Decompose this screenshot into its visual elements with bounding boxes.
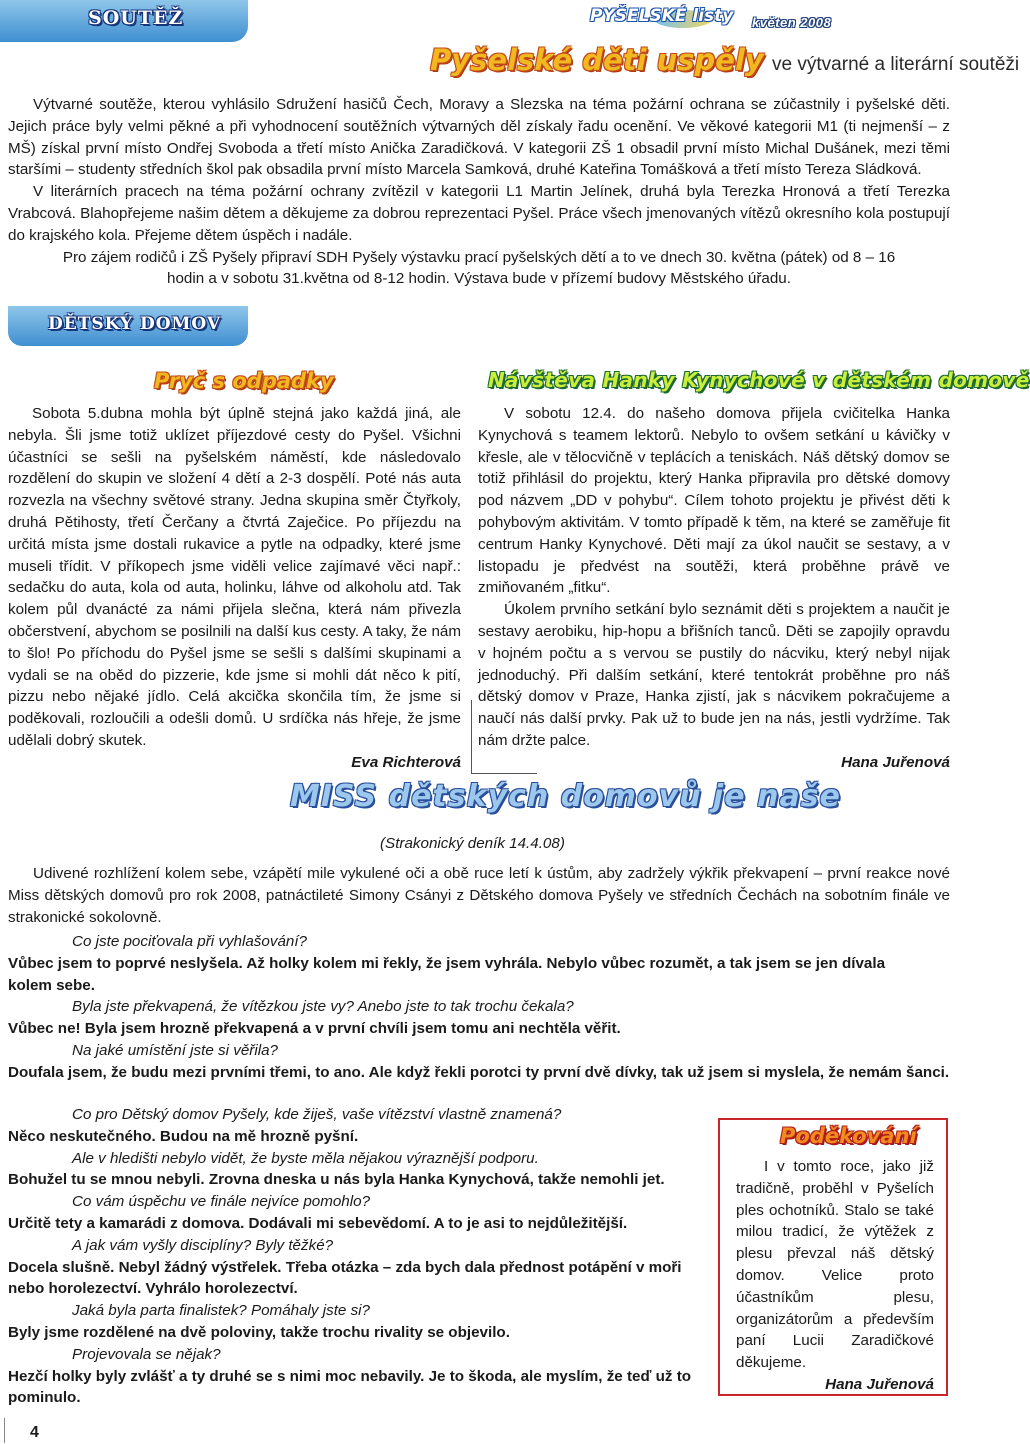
- thanks-content: [736, 1156, 934, 1396]
- competition-paragraph: Pro zájem rodičů i ZŠ Pyšely připraví SDH Pyšely výstavku prací pyšelských dětí a to ve dnech 30. května (pátek) od 8 – 16 hodin a v sobotu 31.května od 8-12 hodin. Výstava bude v přízemí budovy Městského úřadu.: [62, 248, 896, 288]
- thanks-author: Hana Juřenová: [825, 1375, 934, 1393]
- interview-question: Byla jste překvapená, že vítězkou jste vy? Anebo jste to tak trochu čekala?: [72, 998, 574, 1016]
- right-article-paragraph: Úkolem prvního setkání bylo seznámit děti s projektem a naučit je sestavy aerobiku, hip-hopu a břišních tanců. Děti se zapojily opravdu v hojném počtu a s vervou se pustily do nácviku, který nebyl nijak jednoduchý. Při dalším setkání, které tentokrát proběhne pro náš dětský domov v Praze, Hanka zjistí, jak s nácvikem pokračujeme a naučí nás další prvky. Pak už to bude jen na nás, jestli vydržíme. Tak nám držte palce.: [478, 601, 950, 749]
- interview-answer: Docela slušně. Nebyl žádný výstřelek. Třeba otázka – zda bych dala přednost potápění v moři nebo horolezectví. Vyhrálo horolezectví.: [8, 1258, 682, 1298]
- interview-answer: Určitě tety a kamarádi z domova. Dodávali mi sebevědomí. A to je asi to nejdůležitější.: [8, 1214, 628, 1232]
- interview-question: Projevovala se nějak?: [72, 1345, 221, 1363]
- column-divider: [471, 700, 472, 774]
- right-article-author: Hana Juřenová: [841, 753, 950, 771]
- miss-article-source: (Strakonický deník 14.4.08): [380, 835, 565, 852]
- right-article: [478, 403, 950, 774]
- section-badge: [0, 0, 248, 42]
- page-number-rule: [4, 1418, 5, 1443]
- interview-question: Co jste pociťovala při vyhlašování?: [72, 933, 307, 950]
- thanks-box: [718, 1118, 948, 1396]
- interview-question: Na jaké umístění jste si věřila?: [72, 1041, 278, 1059]
- right-article-title: Návštěva Hanky Kynychové v dětském domově: [488, 368, 1030, 392]
- miss-article-title: MISS dětských domovů je naše: [290, 779, 841, 814]
- home-section-label: DĚTSKÝ DOMOV: [48, 314, 222, 334]
- interview-answer: Hezčí holky byly zvlášť a ty druhé se s nimi moc nebavily. Je to škoda, ale myslím, že teď už to pominulo.: [8, 1367, 692, 1407]
- logo-text: PYŠELSKÉ listy: [590, 6, 734, 26]
- miss-article-intro: Udivené rozhlížení kolem sebe, vzápětí mile vykulené oči a obě ruce letí k ústům, aby zadržely výkřik překvapení – první reakce nové Miss dětských domovů pro rok 2008, patnáctileté Simony Csányi z Dětského domova Pyšely ve středních Čechách na sobotním finále ve strakonické sokolovně.: [8, 865, 950, 926]
- left-article-title: Pryč s odpadky: [154, 369, 334, 393]
- masthead-logo: [590, 6, 734, 32]
- interview-question: A jak vám vyšly disciplíny? Byly těžké?: [72, 1236, 334, 1254]
- headline-sub: ve výtvarné a literární soutěži: [772, 54, 1020, 75]
- left-article: [8, 403, 461, 774]
- home-section-badge: [8, 306, 248, 346]
- page-number: 4: [30, 1424, 39, 1441]
- competition-paragraph: V literárních pracech na téma požární ochrany zvítězil v kategorii L1 Martin Jelínek, druhá byla Terezka Hronová a třetí Terezka Vrabcová. Blahopřejeme našim dětem a děkujeme za dobrou reprezentaci Pyšel. Práce všech jmenovaných vítězů okresního kola postupují do krajského kola. Přejeme dětem úspěch i nadále.: [8, 183, 950, 244]
- interview-question: Co pro Dětský domov Pyšely, kde žiješ, vaše vítězství vlastně znamená?: [72, 1106, 562, 1123]
- section-label: SOUTĚŽ: [88, 7, 184, 29]
- issue-date: květen 2008: [752, 15, 832, 30]
- interview-answer: Něco neskutečného. Budou na mě hrozně pyšní.: [8, 1127, 359, 1145]
- interview-question: Co vám úspěchu ve finále nejvíce pomohlo?: [72, 1193, 371, 1211]
- interview-question: Ale v hledišti nebylo vidět, že byste měla nějakou výraznější podporu.: [72, 1149, 539, 1167]
- interview-answer: Byly jsme rozdělené na dvě poloviny, takže trochu rivality se objevilo.: [8, 1323, 510, 1341]
- miss-article: [8, 863, 950, 928]
- thanks-body: I v tomto roce, jako již tradičně, proběhl v Pyšelích ples ochotníků. Stalo se také milou tradicí, že výtěžek z plesu převzal náš dětský domov. Velice proto účastníkům plesu, organizátorům a především paní Lucii Zaradičkové děkujeme.: [736, 1158, 934, 1372]
- competition-article: [8, 94, 950, 290]
- interview-answer: Bohužel tu se mnou nebyli. Zrovna dneska u nás byla Hanka Kynychová, takže nemohli jet.: [8, 1171, 665, 1189]
- interview-answer: Vůbec jsem to poprvé neslyšela. Až holky kolem mi řekly, že jsem vyhrála. Nebylo vůbec rozumět, a tak jsem se jen dívala kolem sebe.: [8, 954, 886, 994]
- interview-answer: Doufala jsem, že budu mezi prvními třemi, to ano. Ale když řekli porotci ty první dvě dívky, tak už jsem si myslela, že nemám šanci.: [8, 1063, 950, 1081]
- competition-paragraph: Výtvarné soutěže, kterou vyhlásilo Sdružení hasičů Čech, Moravy a Slezska na téma požární ochrana se zúčastnily i pyšelské děti. Jejich práce byly velmi pěkné a při vyhodnocení soutěžních výtvarných děl získaly řadu ocenění. Ve věkové kategorii M1 (ti nejmenší – z MŠ) získal první místo Ondřej Svoboda a třetí místo Anička Zaradičková. V kategorii ZŠ 1 obsadil první místo Michal Dušánek, mezi těmi staršími – studenty středních škol pak obsadila první místo Marcela Samková, druhé Kateřina Tomášková a třetí místo Tereza Sládková.: [8, 96, 950, 179]
- headline-main: Pyšelské děti uspěly: [430, 43, 764, 77]
- left-article-body: Sobota 5.dubna mohla být úplně stejná jako každá jiná, ale nebyla. Šli jsme totiž uklízet příjezdové cesty do Pyšel. Všichni účastníci se sešli na pyšelském náměstí, kde následovalo rozdělení do skupin ve složení 4 dětí a 2-3 dospělí. Poté nás auta rozvezla na všechny světové strany. Jedna skupina směr Čtyřkoly, druhá Pětihosty, třetí Čerčany a čtvrtá Zaječice. Po příjezdu na určitá místa jsme dostali rukavice a pytle na odpadky, které jsme museli třídit. V příkopech jsme viděli velice zajímavé věci např.: sedačku do auta, kola od auta, holinku, láhve od alkoholu atd. Tak kolem půl dvanácté za námi přijela slečna, která nám přivezla občerstvení, abychom se posilnili na další kus cesty. A taky, že nám to šlo! Po příchodu do Pyšel jsme se sešli s dalšími skupinami a vydali se na oběd do pizzerie, kde jsme si mohli dát něco k pití, pizzu nebo nějaké jídlo. Celá akcička skončila tím, že jsme si poděkovali, rozloučili a odešli domů. U srdíčka nás hřeje, že jsme udělali dobrý skutek.: [8, 405, 461, 749]
- miss-interview-cont: [8, 1104, 708, 1409]
- interview-answer: Vůbec ne! Byla jsem hrozně překvapená a v první chvíli jsem tomu ani nechtěla věřit.: [8, 1020, 621, 1038]
- main-headline: [430, 43, 1020, 77]
- right-article-paragraph: V sobotu 12.4. do našeho domova přijela cvičitelka Hanka Kynychová s teamem lektorů. Nebylo to ovšem setkání u kávičky v křesle, ale v tělocvičně v teplácích a teniskách. Náš dětský domov se totiž přihlásil do projektu, který Hanka připravila pro dětské domovy pod názvem „DD v pohybu“. Cílem tohoto projektu je přivést děti k pohybovým aktivitám. V tomto případě k těm, na které se zaměřuje fit centrum Hanky Kynychové. Děti mají za úkol naučit se sestavy, a v listopadu je předvést na soutěži, která proběhne právě ve zmiňovaném „fitku“.: [478, 405, 950, 597]
- interview-question: Jaká byla parta finalistek? Pomáhaly jste si?: [72, 1302, 370, 1320]
- left-article-author: Eva Richterová: [351, 753, 461, 771]
- miss-interview: [8, 931, 950, 1084]
- thanks-title: Poděkování: [780, 1124, 917, 1148]
